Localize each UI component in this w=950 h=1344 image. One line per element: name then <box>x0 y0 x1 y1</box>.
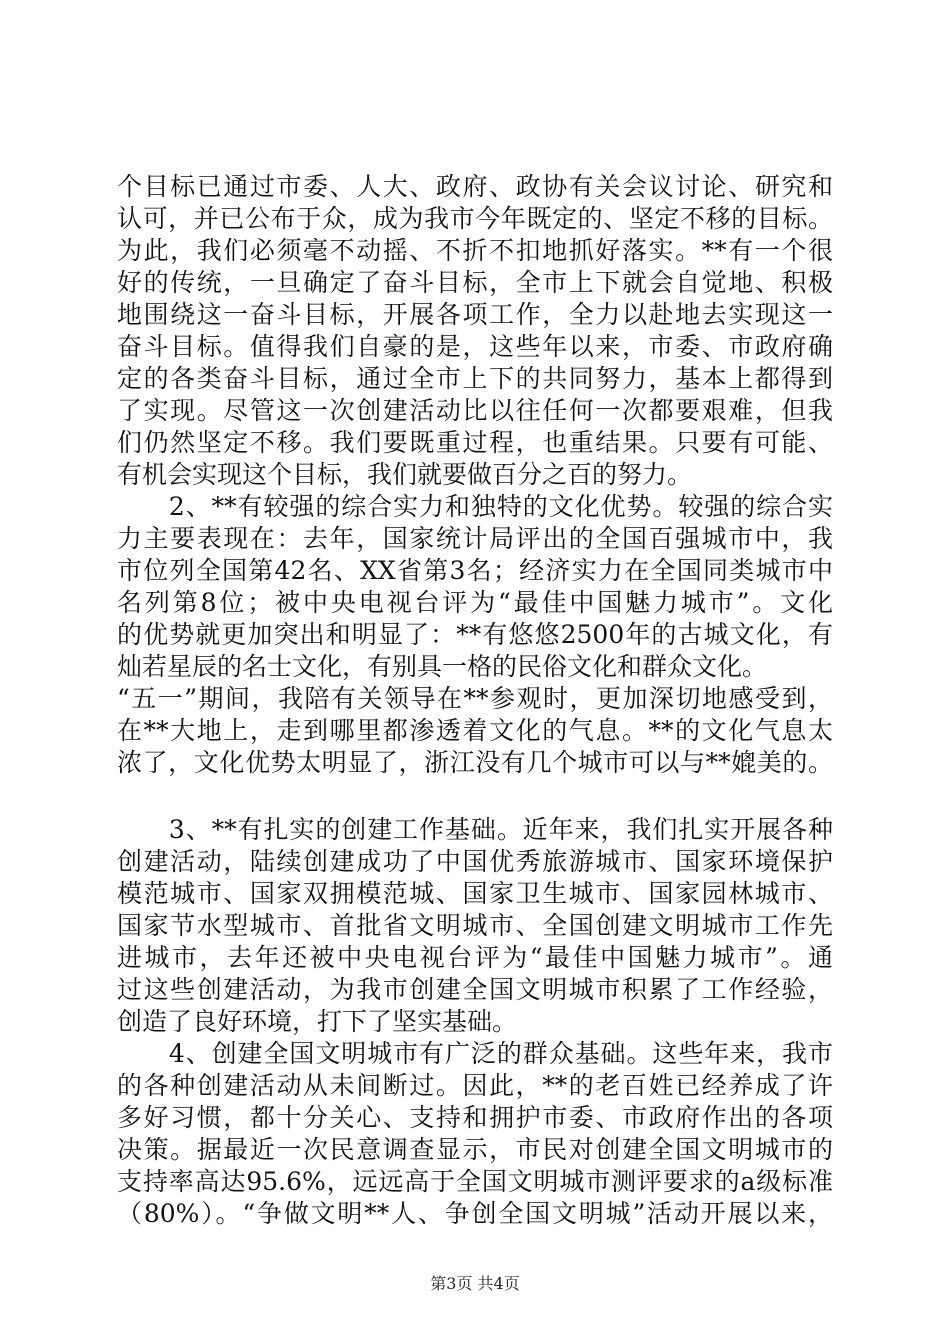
text-line: 的各种创建活动从未间断过。因此，**的老百姓已经养成了许 <box>117 1071 833 1100</box>
text-line: 进城市，去年还被中央电视台评为“最佳中国魅力城市”。通 <box>117 943 833 972</box>
text-line: 力主要表现在：去年，国家统计局评出的全国百强城市中，我 <box>117 524 833 553</box>
text-line: 地围绕这一奋斗目标，开展各项工作，全力以赴地去实现这一 <box>117 300 833 329</box>
text-line: 在**大地上，走到哪里都渗透着文化的气息。**的文化气息太 <box>117 716 833 745</box>
text-line: 名列第8位；被中央电视台评为“最佳中国魅力城市”。文化 <box>117 588 833 617</box>
text-line: 为此，我们必须毫不动摇、不折不扣地抓好落实。**有一个很 <box>117 236 833 265</box>
text-line: 创造了良好环境，打下了坚实基础。 <box>117 1007 518 1036</box>
text-line: 们仍然坚定不移。我们要既重过程，也重结果。只要有可能、 <box>117 428 833 457</box>
text-line: 3、**有扎实的创建工作基础。近年来，我们扎实开展各种 <box>117 815 833 844</box>
text-line: （80%）。“争做文明**人、争创全国文明城”活动开展以来， <box>117 1199 833 1228</box>
text-line: 灿若星辰的名士文化，有别具一格的民俗文化和群众文化。 <box>117 652 768 681</box>
text-line: 好的传统，一旦确定了奋斗目标，全市上下就会自觉地、积极 <box>117 268 833 297</box>
text-line: 决策。据最近一次民意调查显示，市民对创建全国文明城市的 <box>117 1135 833 1164</box>
text-line: 4、创建全国文明城市有广泛的群众基础。这些年来，我市 <box>117 1039 833 1068</box>
text-line: 认可，并已公布于众，成为我市今年既定的、坚定不移的目标。 <box>117 204 833 233</box>
text-line: 奋斗目标。值得我们自豪的是，这些年以来，市委、市政府确 <box>117 332 833 361</box>
text-line: 创建活动，陆续创建成功了中国优秀旅游城市、国家环境保护 <box>117 847 833 876</box>
text-line: 过这些创建活动，为我市创建全国文明城市积累了工作经验， <box>117 975 833 1004</box>
text-line: 模范城市、国家双拥模范城、国家卫生城市、国家园林城市、 <box>117 879 833 908</box>
text-line: 2、**有较强的综合实力和独特的文化优势。较强的综合实 <box>117 492 833 521</box>
document-body <box>117 171 833 1230</box>
paragraph-gap <box>117 779 833 814</box>
text-line: “五一”期间，我陪有关领导在**参观时，更加深切地感受到， <box>117 684 833 713</box>
text-line: 了实现。尽管这一次创建活动比以往任何一次都要艰难，但我 <box>117 396 833 425</box>
text-line: 定的各类奋斗目标，通过全市上下的共同努力，基本上都得到 <box>117 364 833 393</box>
text-line: 个目标已通过市委、人大、政府、政协有关会议讨论、研究和 <box>117 172 833 201</box>
text-line: 支持率高达95.6%，远远高于全国文明城市测评要求的a级标准 <box>117 1167 833 1196</box>
text-line: 多好习惯，都十分关心、支持和拥护市委、市政府作出的各项 <box>117 1103 833 1132</box>
page-footer <box>0 1274 950 1294</box>
text-line: 浓了，文化优势太明显了，浙江没有几个城市可以与**媲美的。 <box>117 748 833 777</box>
page-number: 第3页 共4页 <box>430 1274 520 1293</box>
text-line: 有机会实现这个目标，我们就要做百分之百的努力。 <box>117 460 693 489</box>
text-line: 市位列全国第42名、XX省第3名；经济实力在全国同类城市中 <box>117 556 833 585</box>
text-line: 国家节水型城市、首批省文明城市、全国创建文明城市工作先 <box>117 911 833 940</box>
text-line: 的优势就更加突出和明显了：**有悠悠2500年的古城文化，有 <box>117 620 833 649</box>
